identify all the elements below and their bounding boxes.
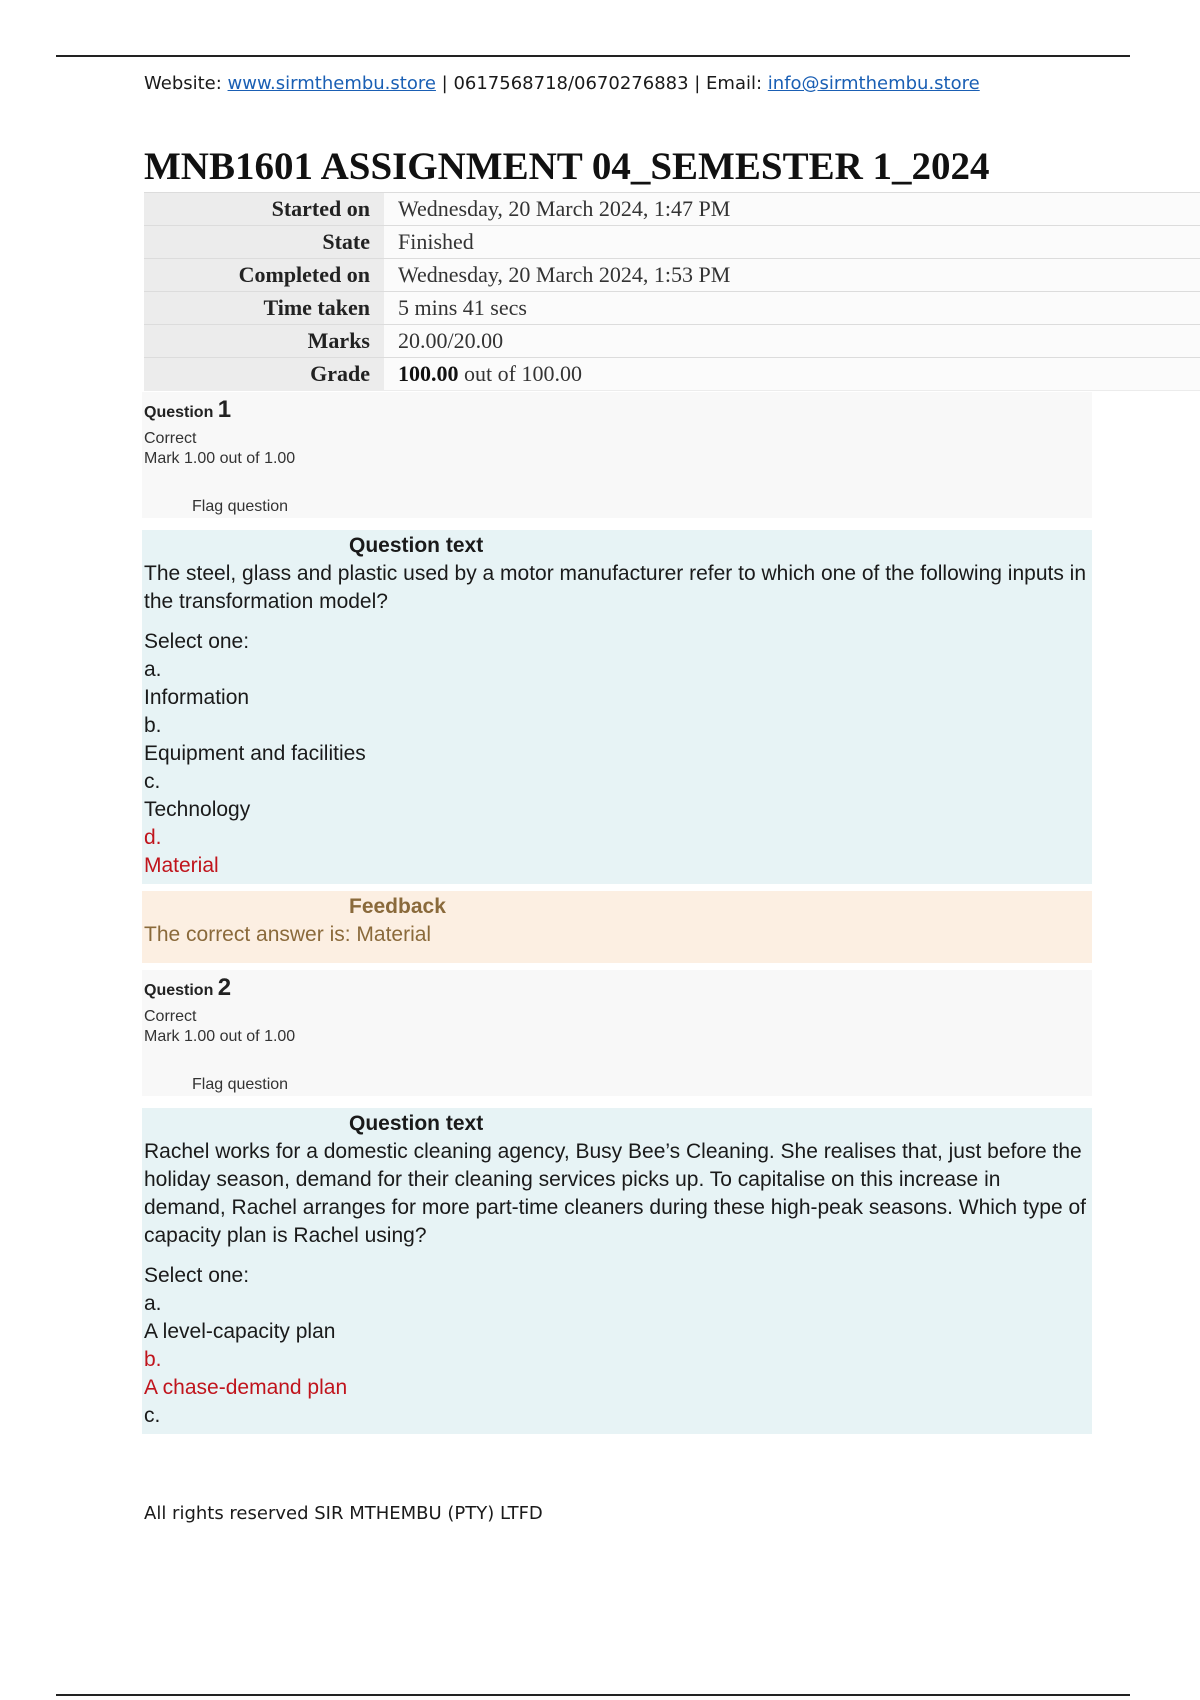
option-text-selected[interactable]: Material <box>144 854 219 877</box>
option-letter-selected: b. <box>144 1348 162 1371</box>
option-letter: b. <box>144 714 162 737</box>
website-link[interactable]: www.sirmthembu.store <box>227 73 436 94</box>
question-mark: Mark 1.00 out of 1.00 <box>144 450 296 467</box>
question-text: The steel, glass and plastic used by a motor manufacturer refer to which one of the following inputs in the transformation model? <box>144 562 1087 613</box>
question-text: Rachel works for a domestic cleaning agency, Busy Bee’s Cleaning. She realises that, just before the holiday season, demand for their cleaning services picks up. To capitalise on this increase in demand, Rachel arranges for more part-time cleaners during these high-peak seasons. Which type of capacity plan is Rachel using? <box>144 1140 1086 1247</box>
question-state: Correct <box>144 1008 197 1025</box>
option-text[interactable]: Equipment and facilities <box>144 742 366 765</box>
select-one-prompt: Select one: <box>144 630 250 653</box>
summary-row <box>144 225 1200 258</box>
option-letter: a. <box>144 658 162 681</box>
question-number: Question 1 <box>144 396 232 423</box>
option-letter: c. <box>144 770 161 793</box>
summary-value: Wednesday, 20 March 2024, 1:53 PM <box>384 259 1200 291</box>
question-mark: Mark 1.00 out of 1.00 <box>144 1028 296 1045</box>
question-1-text-block <box>142 530 1092 884</box>
summary-value: 5 mins 41 secs <box>384 292 1200 324</box>
option-letter: c. <box>144 1404 161 1427</box>
summary-row <box>144 324 1200 357</box>
summary-row-grade <box>144 357 1200 391</box>
flag-question-link[interactable]: Flag question <box>192 498 289 515</box>
flag-question-link[interactable]: Flag question <box>192 1076 289 1093</box>
grade-score: 100.00 <box>398 361 459 386</box>
question-number: Question 2 <box>144 974 232 1001</box>
summary-label: Grade <box>144 358 384 390</box>
summary-label: Completed on <box>144 259 384 291</box>
question-state: Correct <box>144 430 197 447</box>
question-2-info <box>142 970 1092 1096</box>
attempt-summary-table <box>144 192 1200 391</box>
question-text-heading: Question text <box>349 1112 484 1135</box>
summary-value: Wednesday, 20 March 2024, 1:47 PM <box>384 193 1200 225</box>
email-link[interactable]: info@sirmthembu.store <box>767 73 980 94</box>
summary-value: Finished <box>384 226 1200 258</box>
phone-numbers: | 0617568718/0670276883 | Email: <box>435 73 768 94</box>
option-letter: a. <box>144 1292 162 1315</box>
option-letter-selected: d. <box>144 826 162 849</box>
option-text[interactable]: Information <box>144 686 250 709</box>
grade-value <box>384 358 1200 390</box>
feedback-heading: Feedback <box>349 895 446 918</box>
select-one-prompt: Select one: <box>144 1264 250 1287</box>
website-label: Website: <box>144 73 228 94</box>
contact-header <box>144 73 980 94</box>
option-text-selected[interactable]: A chase-demand plan <box>144 1376 348 1399</box>
feedback-text: The correct answer is: Material <box>144 923 432 946</box>
summary-label: State <box>144 226 384 258</box>
top-rule <box>56 55 1130 57</box>
grade-out-of: out of 100.00 <box>458 361 582 386</box>
summary-label: Marks <box>144 325 384 357</box>
summary-row <box>144 258 1200 291</box>
question-1-info <box>142 392 1092 518</box>
option-text[interactable]: A level-capacity plan <box>144 1320 336 1343</box>
bottom-rule <box>56 1694 1130 1696</box>
option-text[interactable]: Technology <box>144 798 251 821</box>
summary-row <box>144 291 1200 324</box>
question-2-text-block <box>142 1108 1092 1434</box>
page-title: MNB1601 ASSIGNMENT 04_SEMESTER 1_2024 <box>144 145 990 188</box>
question-text-heading: Question text <box>349 534 484 557</box>
summary-row <box>144 192 1200 225</box>
question-1-feedback <box>142 891 1092 963</box>
summary-label: Time taken <box>144 292 384 324</box>
copyright-footer: All rights reserved SIR MTHEMBU (PTY) LTFD <box>144 1503 543 1524</box>
summary-value: 20.00/20.00 <box>384 325 1200 357</box>
summary-label: Started on <box>144 193 384 225</box>
